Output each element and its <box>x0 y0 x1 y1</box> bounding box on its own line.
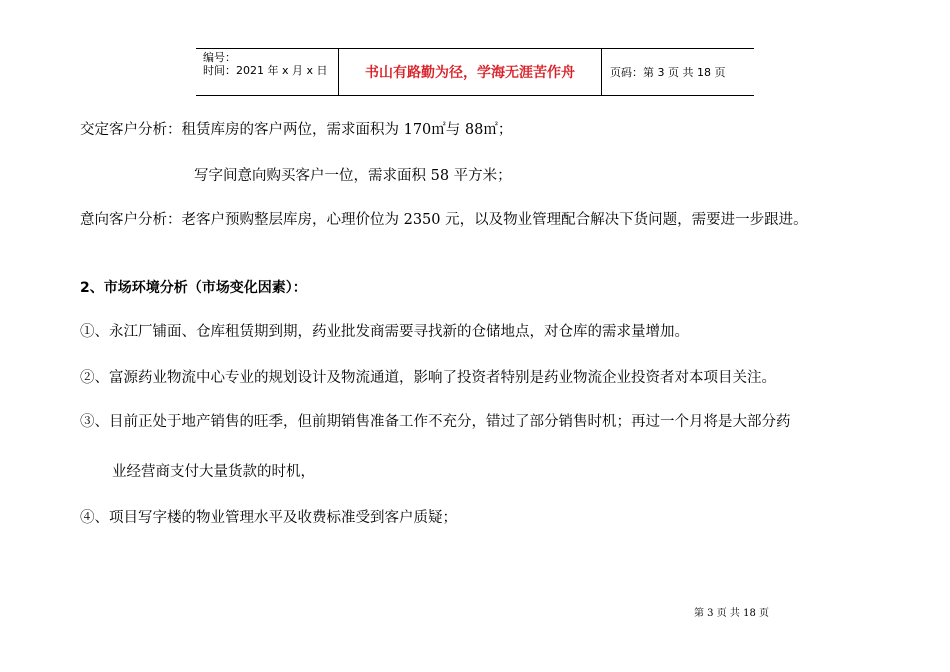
list-item-4: ④、项目写字楼的物业管理水平及收费标准受到客户质疑； <box>80 510 457 526</box>
header-page-code: 页码：第 3 页 共 18 页 <box>610 66 726 79</box>
section-heading: 2、市场环境分析（市场变化因素）： <box>80 280 307 296</box>
header-motto: 书山有路勤为径，学海无涯苦作舟 <box>339 49 602 95</box>
header-meta <box>196 49 339 95</box>
paragraph-intended-clients: 意向客户分析：老客户预购整层库房，心理价位为 2350 元，以及物业管理配合解决下货问题，需要进一步跟进。 <box>80 212 808 228</box>
list-item-1: ①、永江厂铺面、仓库租赁期到期，药业批发商需要寻找新的仓储地点，对仓库的需求量增加。 <box>80 324 689 340</box>
time-label: 时间：2021 年 x 月 x 日 <box>203 64 328 77</box>
paragraph-confirmed-clients: 交定客户分析：租赁库房的客户两位，需求面积为 170㎡与 88㎡； <box>80 122 513 138</box>
header-table <box>196 48 754 96</box>
number-label: 编号： <box>203 51 236 64</box>
list-item-3-continued: 业经营商支付大量货款的时机， <box>112 464 315 480</box>
list-item-2: ②、富源药业物流中心专业的规划设计及物流通道，影响了投资者特别是药业物流企业投资者对本项目关注。 <box>80 370 776 386</box>
paragraph-office-client: 写字间意向购买客户一位，需求面积 58 平方米； <box>194 168 512 184</box>
page-footer: 第 3 页 共 18 页 <box>694 608 769 619</box>
list-item-3: ③、目前正处于地产销售的旺季，但前期销售准备工作不充分，错过了部分销售时机；再过一个月将是大部分药 <box>80 414 791 430</box>
